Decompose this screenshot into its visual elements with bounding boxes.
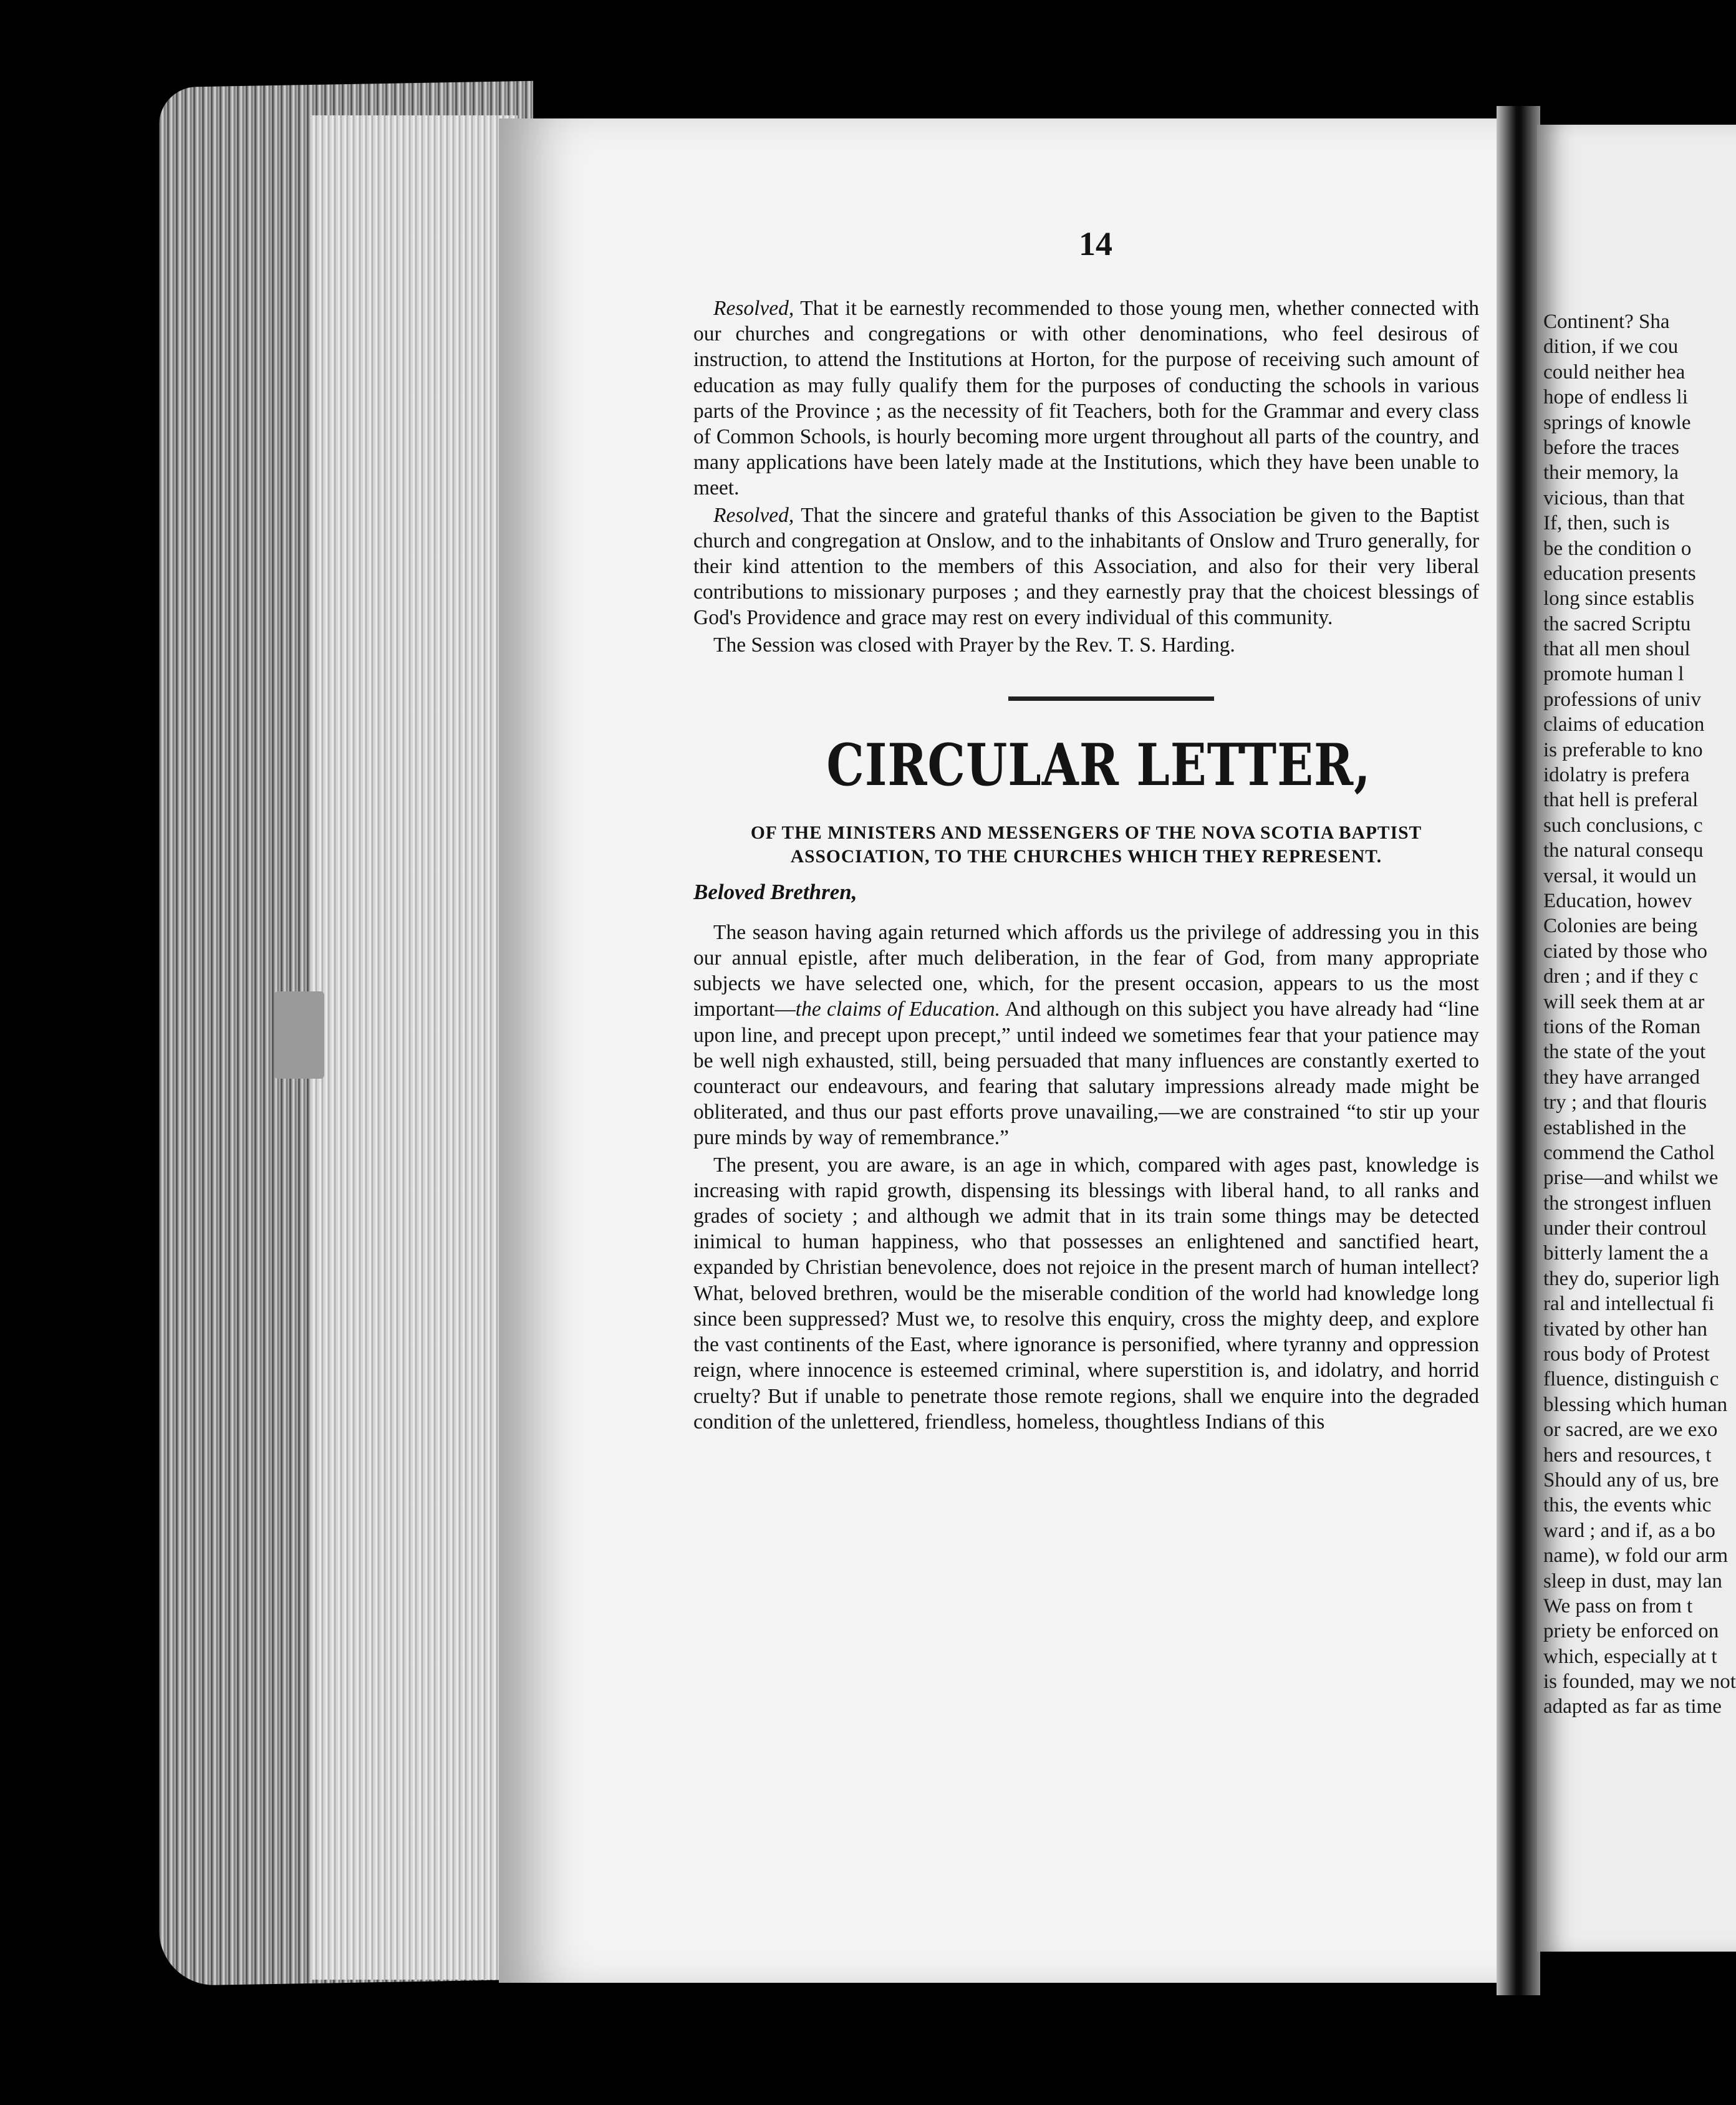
facing-page-line: adapted as far as time [1543, 1695, 1722, 1718]
letter-paragraph: The present, you are aware, is an age in which, compared with ages past, knowledge is increasing with rapid growth, dispensing its blessings with liberal hand, to all ranks and grades of society ; and although we admit that in its train some things may be detected inimical to human happiness, who that possesses an enlightened and sanctified heart, expanded by Christian benevolence, does not rejoice in the present march of human intellect? What, beloved brethren, would be the miserable condition of the world had knowledge long since been suppressed? Must we, to resolve this enquiry, cross the mighty deep, and explore the vast continents of the East, where ignorance is personified, where tyranny and oppression reign, where innocence is esteemed criminal, where superstition is, and idolatry, and horrid cruelty? But if unable to penetrate those remote regions, shall we enquire into the degraded condition of the unlettered, friendless, homeless, thoughtless Indians of this [693, 1153, 1479, 1433]
facing-page-line: vicious, than that [1543, 486, 1685, 509]
facing-page-line: Continent? Sha [1543, 311, 1670, 333]
facing-page-line: springs of knowle [1543, 411, 1691, 434]
letter-salutation: Beloved Brethren, [693, 879, 857, 904]
resolution-paragraph [693, 503, 1479, 631]
facing-page-line: they do, superior ligh [1543, 1267, 1720, 1290]
facing-page-line: professions of univ [1543, 688, 1701, 711]
facing-page-line: versal, it would un [1543, 864, 1697, 887]
facing-page-line: blessing which human [1543, 1393, 1728, 1416]
facing-page-line: Should any of us, bre [1543, 1468, 1719, 1491]
facing-page-line: priety be enforced on [1543, 1620, 1719, 1643]
facing-page-line: will seek them at ar [1543, 990, 1705, 1013]
letter-emphasis: the claims of Education. [795, 998, 1001, 1021]
session-closing-line: The Session was closed with Prayer by the Rev. T. S. Harding. [713, 633, 1235, 657]
facing-page-line: idolatry is prefera [1543, 764, 1690, 787]
facing-page-line: try ; and that flouris [1543, 1091, 1707, 1114]
resolution-lead: Resolved, [713, 503, 794, 527]
facing-page-line: hers and resources, t [1543, 1443, 1712, 1467]
page-tab-marker [274, 991, 324, 1079]
facing-page-line: established in the [1543, 1116, 1687, 1139]
facing-page-line: be the condition o [1543, 537, 1692, 560]
facing-page-line: promote human l [1543, 663, 1684, 686]
book-gutter [1497, 106, 1540, 1995]
facing-page-line: claims of education [1543, 713, 1705, 736]
facing-page-line: that all men shoul [1543, 638, 1690, 661]
facing-page-line: their memory, la [1543, 461, 1679, 484]
facing-page-line: long since establis [1543, 587, 1694, 610]
facing-page-line: such conclusions, c [1543, 814, 1703, 837]
facing-page-line: hope of endless li [1543, 386, 1688, 409]
facing-page-line: the state of the yout [1543, 1041, 1706, 1064]
resolution-text: That it be earnestly recommended to those young men, whether connected with our churches and congregations or with other denominations, who feel desirous of instruction, to attend the Institutions at Horton, for the purpose of receiving such amount of education as may fully qualify them for the purposes of conducting the schools in various parts of the Province ; as the necessity of fit Teachers, both for the Grammar and every class of Common Schools, is hourly becoming more urgent throughout all parts of the country, and many applications have been lately made at the Institutions, which they have been unable to meet. [693, 297, 1479, 500]
facing-page-line: Education, howev [1543, 889, 1692, 912]
facing-page-line: commend the Cathol [1543, 1141, 1715, 1164]
facing-page-line: If, then, such is [1543, 512, 1670, 535]
letter-text: The season having again returned which affords us the privilege of addressing you in this our annual epistle, after much deliberation, in the fear of God, from many appropriate subjects we have selected one, which, for the present occasion, appears to us the most important— [693, 920, 1479, 1021]
facing-page-line: rous body of Protest [1543, 1343, 1710, 1366]
facing-page-line: name), w fold our arm [1543, 1544, 1728, 1568]
facing-page-line: the strongest influen [1543, 1192, 1712, 1215]
facing-page-line: could neither hea [1543, 360, 1685, 383]
facing-page-line: the sacred Scriptu [1543, 612, 1691, 635]
facing-page-line: prise—and whilst we [1543, 1167, 1719, 1190]
page-block-edges [312, 115, 518, 1980]
facing-page-line: sleep in dust, may lan [1543, 1569, 1722, 1592]
facing-page-text [1543, 309, 1736, 1720]
facing-page-line: or sacred, are we exo [1543, 1419, 1718, 1442]
letter-subtitle: OF THE MINISTERS AND MESSENGERS OF THE NOVA SCOTIA BAPTIST ASSOCIATION, TO THE CHURCHES WHICH THEY REPRESENT. [750, 822, 1422, 867]
facing-page-line: ciated by those who [1543, 940, 1708, 963]
facing-page-line: Colonies are being [1543, 915, 1698, 938]
facing-page-line: is founded, may we not [1543, 1670, 1736, 1693]
page-text-column [693, 224, 1479, 1435]
resolution-paragraph [693, 296, 1479, 501]
facing-page-line: tivated by other han [1543, 1317, 1708, 1341]
facing-page-line: ward ; and if, as a bo [1543, 1519, 1715, 1542]
letter-text: And although on this subject you have already had “line upon line, and precept upon precept,” until indeed we sometimes fear that your patience may be well nigh exhausted, still, being persuaded that many influences are constantly exerted to counteract our endeavours, and fearing that salutary impressions already made might be obliterated, and thus our past efforts prove unavailing,—we are constrained “to stir up your pure minds by way of remembrance.” [693, 998, 1479, 1150]
facing-page-line: under their controul [1543, 1217, 1707, 1240]
facing-page-line: We pass on from t [1543, 1594, 1693, 1617]
facing-page-line: dition, if we cou [1543, 335, 1679, 359]
facing-page-line: is preferable to kno [1543, 738, 1703, 761]
resolution-text: That the sincere and grateful thanks of this Association be given to the Baptist church and congregation at Onslow, and to the inhabitants of Onslow and Truro generally, for their kind attention to the members of this Association, and also for their very liberal contributions to missionary purposes ; and they earnestly pray that the choicest blessings of God's Providence and grace may rest on every individual of this community. [693, 503, 1479, 630]
facing-page-line: which, especially at t [1543, 1645, 1717, 1668]
letter-title: CIRCULAR LETTER, [826, 731, 1371, 799]
facing-page-line: that hell is preferal [1543, 789, 1699, 812]
facing-page-line: ral and intellectual fi [1543, 1293, 1714, 1316]
facing-page-line: education presents [1543, 562, 1696, 585]
facing-page-line: this, the events whic [1543, 1494, 1712, 1517]
resolution-lead: Resolved, [713, 297, 794, 320]
facing-page-line: the natural consequ [1543, 839, 1704, 862]
facing-page [1537, 125, 1736, 1952]
facing-page-line: dren ; and if they c [1543, 965, 1699, 988]
facing-page-line: fluence, distinguish c [1543, 1368, 1719, 1391]
facing-page-line: tions of the Roman [1543, 1015, 1701, 1038]
section-divider-rule [1008, 696, 1214, 701]
facing-page-line: before the traces [1543, 436, 1680, 459]
facing-page-line: they have arranged [1543, 1066, 1700, 1089]
letter-paragraph [693, 920, 1479, 1151]
facing-page-line: bitterly lament the a [1543, 1242, 1709, 1265]
page-number: 14 [1079, 225, 1112, 263]
